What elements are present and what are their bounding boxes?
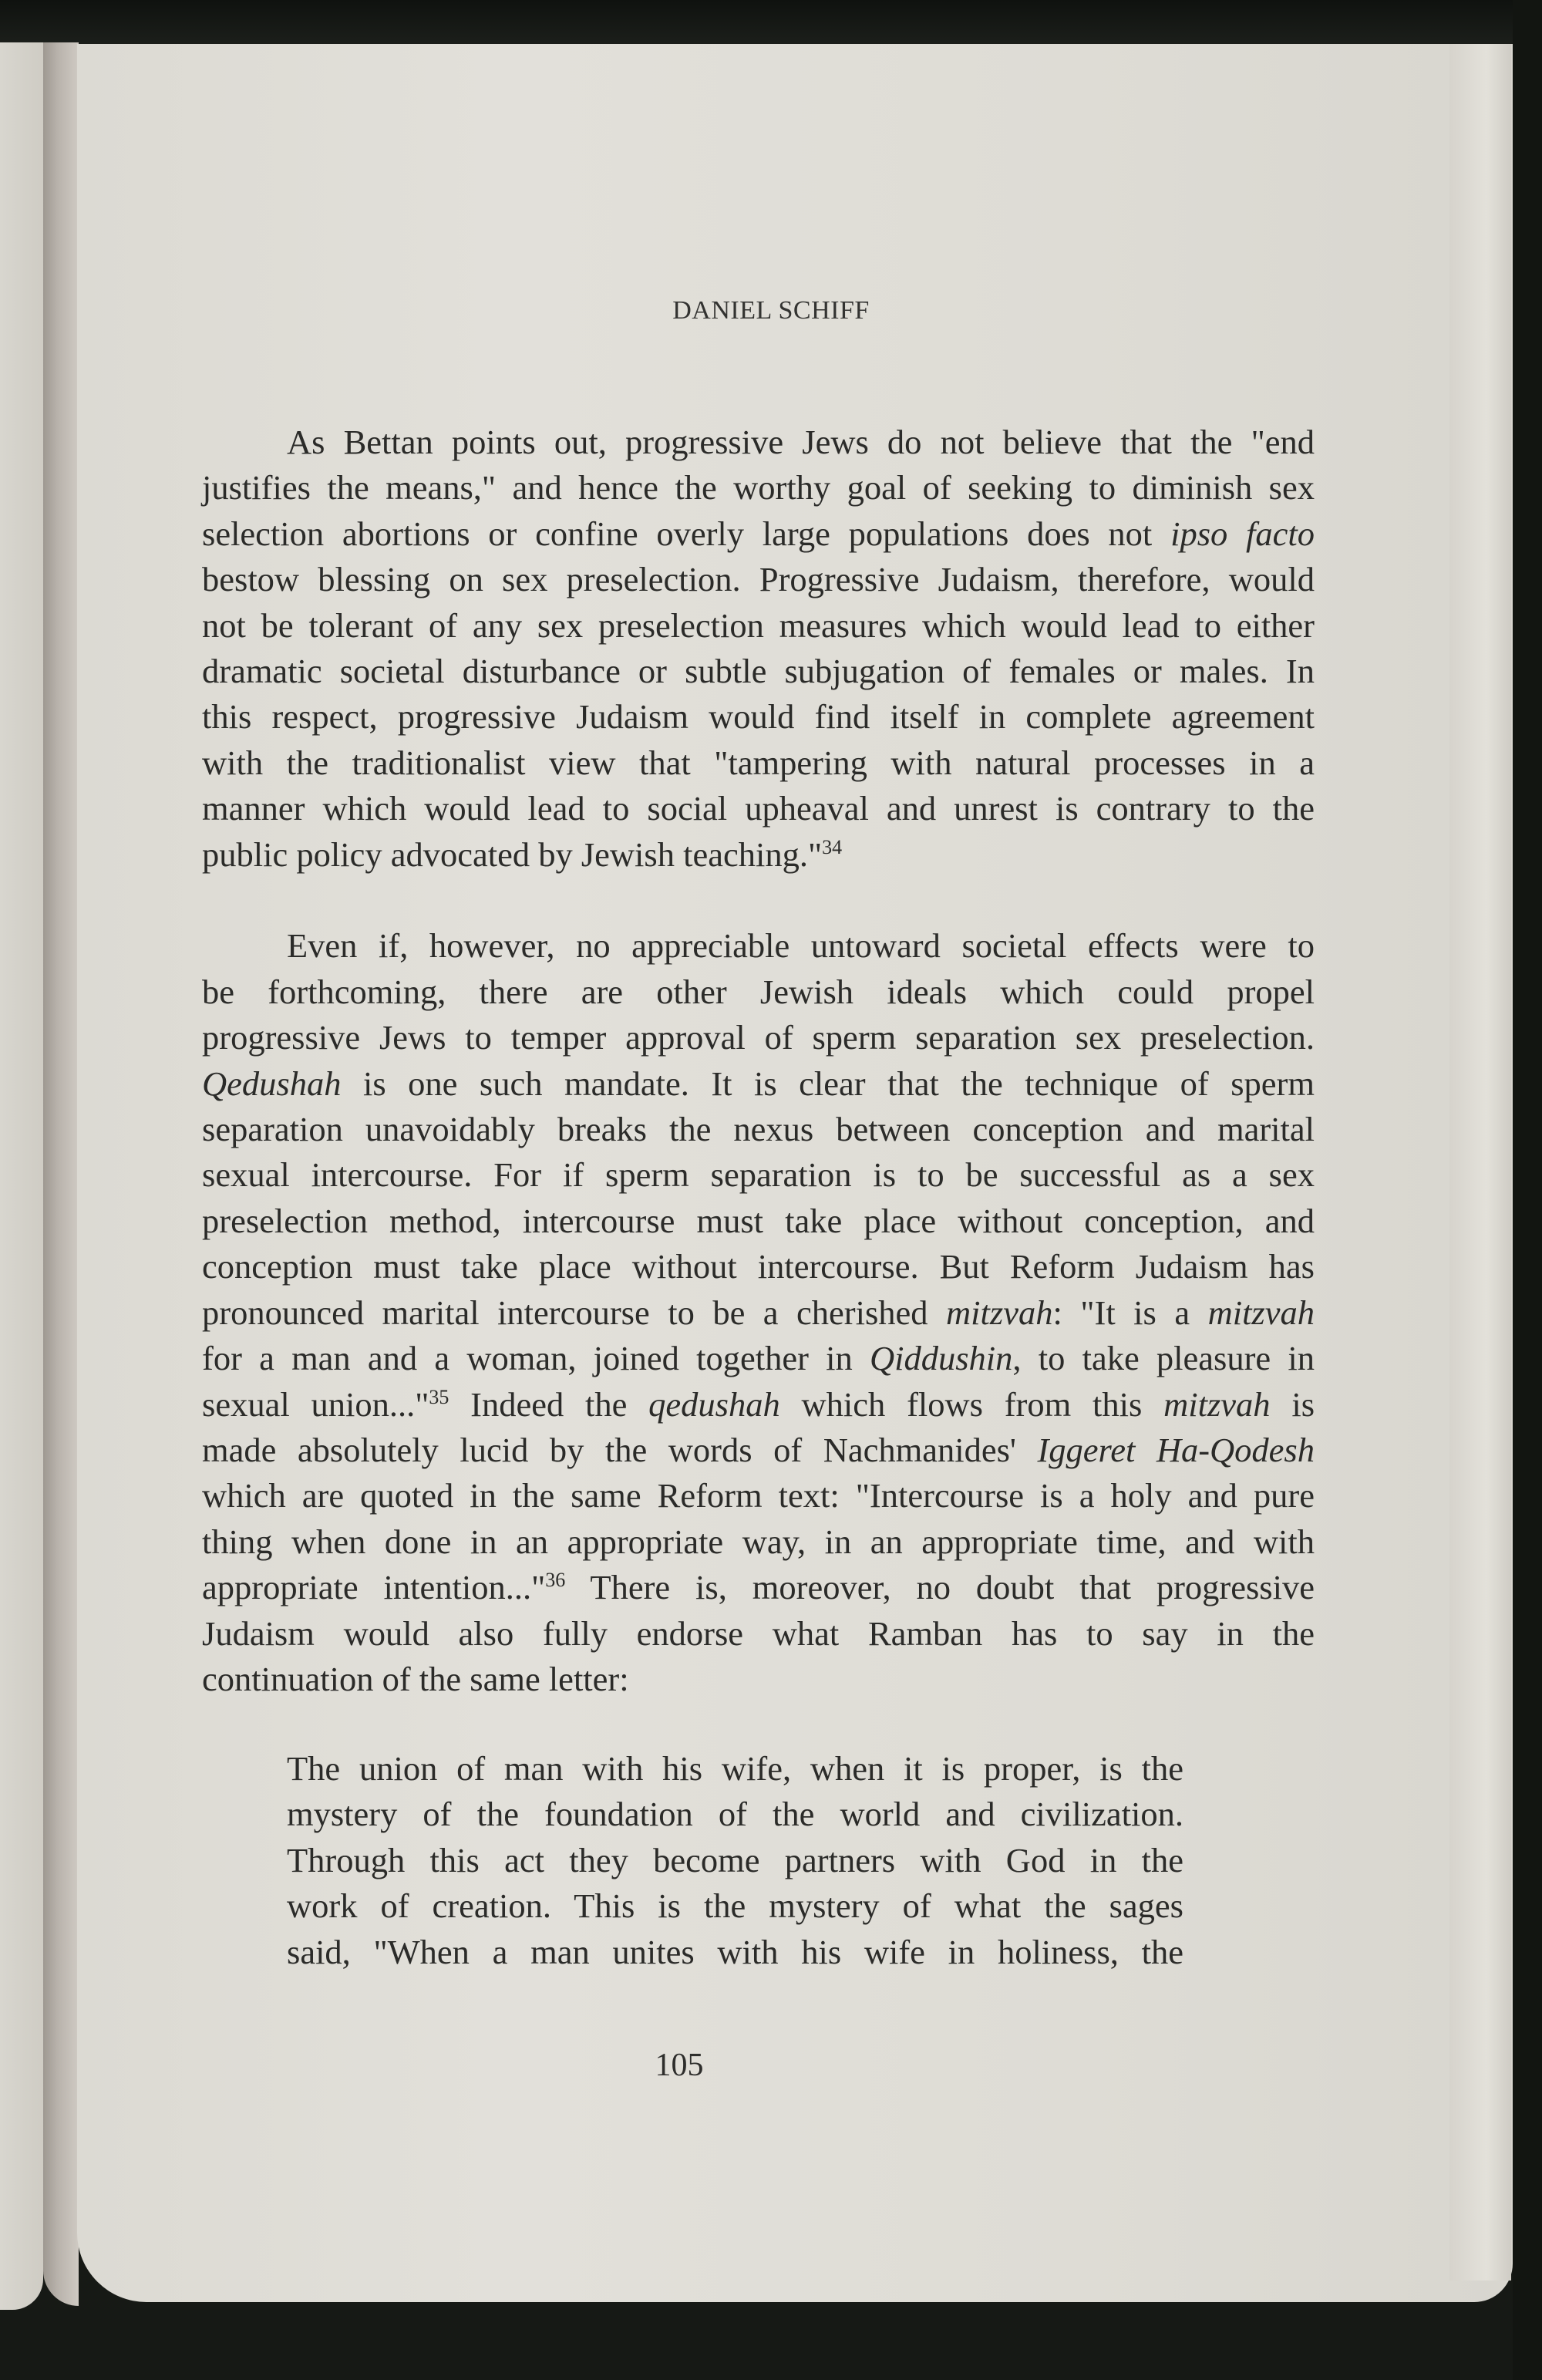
text-run: bestow blessing on sex preselection. Progressive Judaism, therefore, would <box>202 560 1315 599</box>
text-run: continuation of the same letter: <box>202 1659 629 1698</box>
text-run: for a man and a woman, joined together in <box>202 1339 870 1378</box>
text-run: sexual intercourse. For if sperm separation is to be successful as a sex <box>202 1155 1315 1195</box>
italic-term: qedushah <box>648 1384 780 1424</box>
text-run: separation unavoidably breaks the nexus between conception and marital <box>202 1110 1315 1149</box>
text-run: justifies the means," and hence the worthy goal of seeking to diminish sex <box>202 468 1315 507</box>
block-quote-line: work of creation. This is the mystery of what the sages <box>287 1886 1183 1926</box>
page-fore-edge <box>1449 44 1511 2281</box>
text-run: sexual union..." <box>202 1384 429 1424</box>
text-run: dramatic societal disturbance or subtle subjugation of females or males. In <box>202 652 1315 691</box>
italic-term: mitzvah <box>1207 1293 1315 1332</box>
text-run: not be tolerant of any sex preselection measures which would lead to either <box>202 605 1315 645</box>
facing-page-edge <box>0 42 43 2310</box>
text-line <box>202 511 1315 557</box>
text-run: manner which would lead to social upheaval and unrest is contrary to the <box>202 789 1315 828</box>
text-run: thing when done in an appropriate way, in an appropriate time, and with <box>202 1522 1315 1561</box>
text-line <box>202 923 1315 969</box>
text-line <box>202 1336 1315 1381</box>
text-run: : "It is a <box>1052 1293 1208 1332</box>
text-line <box>202 1152 1315 1198</box>
text-line <box>202 786 1315 831</box>
footnote-marker[interactable]: 34 <box>822 835 843 858</box>
italic-term: Iggeret Ha-Qodesh <box>1037 1430 1315 1469</box>
text-line <box>202 1061 1315 1107</box>
text-run: made absolutely lucid by the words of Nachmanides' <box>202 1430 1038 1469</box>
text-line <box>202 1198 1315 1244</box>
text-run: , to take pleasure in <box>1012 1339 1315 1378</box>
text-line <box>202 603 1315 649</box>
footnote-marker[interactable]: 35 <box>429 1385 449 1408</box>
text-run: which are quoted in the same Reform text: "Intercourse is a holy and pure <box>202 1476 1315 1515</box>
paragraph <box>202 923 1315 1702</box>
text-line <box>202 1015 1315 1060</box>
text-run: preselection method, intercourse must take place without conception, and <box>202 1201 1315 1240</box>
text-line <box>202 694 1315 740</box>
text-run: pronounced marital intercourse to be a cherished <box>202 1293 947 1332</box>
italic-term: Qedushah <box>202 1064 342 1103</box>
text-line <box>202 1290 1315 1336</box>
text-line <box>202 1565 1315 1610</box>
paragraph <box>202 420 1315 878</box>
text-line <box>202 1382 1315 1428</box>
italic-term: ipso facto <box>1170 514 1315 553</box>
text-run: appropriate intention..." <box>202 1568 546 1607</box>
italic-term: mitzvah <box>1163 1384 1271 1424</box>
text-run: Indeed the <box>449 1384 649 1424</box>
text-run: conception must take place without intercourse. But Reform Judaism has <box>202 1247 1315 1286</box>
text-line <box>202 557 1315 602</box>
text-run: As Bettan points out, progressive Jews do not believe that the "end <box>287 423 1315 461</box>
page-number: 105 <box>655 2048 704 2083</box>
text-line <box>202 740 1315 786</box>
text-run: progressive Jews to temper approval of sperm separation sex preselection. <box>202 1018 1315 1057</box>
block-quote <box>287 1746 1183 1975</box>
body-text <box>202 420 1315 1702</box>
block-quote-line: Through this act they become partners with God in the <box>287 1840 1183 1879</box>
text-run: this respect, progressive Judaism would find itself in complete agreement <box>202 697 1315 737</box>
text-run: There is, moreover, no doubt that progressive <box>565 1568 1315 1607</box>
footnote-marker[interactable]: 36 <box>545 1569 566 1592</box>
text-run: which flows from this <box>779 1384 1164 1424</box>
text-line <box>202 1428 1315 1473</box>
text-line <box>202 969 1315 1015</box>
running-head: DANIEL SCHIFF <box>672 296 870 325</box>
text-line <box>202 1611 1315 1657</box>
italic-term: mitzvah <box>946 1293 1053 1332</box>
block-quote-line: The union of man with his wife, when it is proper, is the <box>287 1749 1183 1788</box>
italic-term: Qiddushin <box>869 1339 1013 1378</box>
book-cover-right <box>1513 0 1542 2380</box>
text-line <box>202 1473 1315 1519</box>
text-run: public policy advocated by Jewish teaching." <box>202 834 823 874</box>
text-run: be forthcoming, there are other Jewish ideals which could propel <box>202 972 1315 1011</box>
text-run: with the traditionalist view that "tampering with natural processes in a <box>202 743 1315 782</box>
text-line <box>202 1657 1315 1702</box>
text-line <box>202 1244 1315 1289</box>
text-line <box>202 1107 1315 1152</box>
text-run: selection abortions or confine overly large populations does not <box>202 514 1171 553</box>
block-quote-line: mystery of the foundation of the world and civilization. <box>287 1795 1183 1834</box>
text-line <box>202 420 1315 465</box>
text-line <box>202 649 1315 694</box>
block-quote-text <box>287 1746 1183 1975</box>
text-run: is one such mandate. It is clear that the technique of sperm <box>341 1064 1315 1103</box>
text-line <box>202 1519 1315 1565</box>
text-run: Even if, however, no appreciable untoward societal effects were to <box>287 926 1315 966</box>
text-run: is <box>1270 1384 1315 1424</box>
text-line <box>202 832 1315 878</box>
book-gutter <box>43 42 79 2306</box>
text-line <box>202 465 1315 511</box>
text-run: Judaism would also fully endorse what Ramban has to say in the <box>202 1613 1315 1653</box>
block-quote-line: said, "When a man unites with his wife in holiness, the <box>287 1932 1183 1971</box>
book-cover-top <box>0 0 1542 46</box>
